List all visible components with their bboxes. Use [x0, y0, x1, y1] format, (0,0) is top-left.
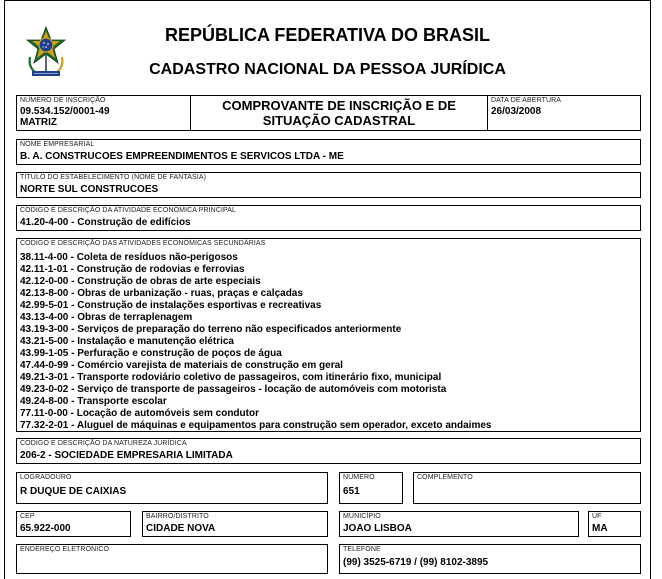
document-subtitle: CADASTRO NACIONAL DA PESSOA JURÍDICA — [149, 61, 506, 78]
numero-value: 651 — [343, 486, 360, 497]
email-label: ENDEREÇO ELETRÔNICO — [20, 546, 110, 553]
telefone-value: (99) 3525-6719 / (99) 8102-3895 — [343, 557, 489, 568]
comprovante-line1: COMPROVANTE DE INSCRIÇÃO E DE — [222, 98, 456, 113]
abertura-box — [487, 95, 641, 131]
logradouro-box — [16, 472, 328, 504]
atividades-secundarias-box — [16, 238, 641, 432]
atividade-principal-value: 41.20-4-00 - Construção de edifícios — [20, 217, 191, 228]
cep-label: CEP — [20, 513, 35, 520]
numero-box — [339, 472, 403, 504]
cep-box — [16, 511, 131, 537]
natureza-juridica-value: 206-2 - SOCIEDADE EMPRESARIA LIMITADA — [20, 450, 233, 461]
atividade-principal-box — [16, 205, 641, 231]
abertura-label: DATA DE ABERTURA — [491, 97, 562, 104]
comprovante-box — [190, 95, 488, 131]
bairro-label: BAIRRO/DISTRITO — [146, 513, 209, 520]
estabelecimento-tipo: MATRIZ — [20, 117, 58, 128]
municipio-value: JOAO LISBOA — [343, 523, 412, 534]
telefone-box — [339, 544, 641, 574]
natureza-juridica-label: CÓDIGO E DESCRIÇÃO DA NATUREZA JURÍDICA — [20, 440, 187, 447]
municipio-label: MUNICÍPIO — [343, 513, 381, 520]
inscricao-box — [16, 95, 191, 131]
nome-empresarial-label: NOME EMPRESARIAL — [20, 141, 95, 148]
municipio-box — [339, 511, 579, 537]
list-item: 42.13-8-00 - Obras de urbanização - ruas, praças e calçadas — [20, 288, 303, 299]
list-item: 49.21-3-01 - Transporte rodoviário coletivo de passageiros, com itinerário fixo, municipal — [20, 372, 442, 383]
atividades-secundarias-label: CÓDIGO E DESCRIÇÃO DAS ATIVIDADES ECONÔMICAS SECUNDÁRIAS — [20, 240, 266, 247]
telefone-label: TELEFONE — [343, 546, 381, 553]
list-item: 77.32-2-01 - Aluguel de máquinas e equipamentos para construção sem operador, exceto andaimes — [20, 420, 492, 431]
uf-label: UF — [592, 513, 602, 520]
list-item: 49.24-8-00 - Transporte escolar — [20, 396, 167, 407]
comprovante-line2: SITUAÇÃO CADASTRAL — [262, 113, 416, 128]
atividades-secundarias-list — [20, 252, 491, 432]
cnpj-value: 09.534.152/0001-49 — [20, 106, 110, 117]
cep-value: 65.922-000 — [20, 523, 71, 534]
abertura-value: 26/03/2008 — [491, 106, 542, 117]
list-item: 42.12-0-00 - Construção de obras de arte especiais — [20, 276, 261, 287]
numero-label: NÚMERO — [343, 474, 375, 481]
list-item: 49.23-0-02 - Serviço de transporte de passageiros - locação de automóveis com motorista — [20, 384, 447, 395]
logradouro-value: R DUQUE DE CAIXIAS — [20, 486, 127, 497]
list-item: 77.11-0-00 - Locação de automóveis sem condutor — [20, 408, 259, 419]
document-title: REPÚBLICA FEDERATIVA DO BRASIL — [164, 25, 490, 45]
titulo-value: NORTE SUL CONSTRUCOES — [20, 184, 159, 195]
list-item: 47.44-0-99 - Comércio varejista de materiais de construção em geral — [20, 360, 343, 371]
bairro-box — [142, 511, 328, 537]
cnpj-document — [4, 0, 651, 579]
list-item: 43.21-5-00 - Instalação e manutenção elétrica — [20, 336, 234, 347]
natureza-juridica-box — [16, 438, 641, 464]
email-box — [16, 544, 328, 574]
uf-box — [588, 511, 641, 537]
nome-empresarial-box — [16, 139, 641, 165]
list-item: 42.99-5-01 - Construção de instalações esportivas e recreativas — [20, 300, 322, 311]
titulo-box — [16, 172, 641, 198]
uf-value: MA — [592, 523, 608, 534]
list-item: 42.11-1-01 - Construção de rodovias e ferrovias — [20, 264, 245, 275]
nome-empresarial-value: B. A. CONSTRUCOES EMPREENDIMENTOS E SERVICOS LTDA - ME — [20, 151, 344, 162]
complemento-box — [413, 472, 641, 504]
complemento-label: COMPLEMENTO — [417, 474, 473, 481]
list-item: 43.19-3-00 - Serviços de preparação do terreno não especificados anteriormente — [20, 324, 402, 335]
bairro-value: CIDADE NOVA — [146, 523, 216, 534]
logradouro-label: LOGRADOURO — [20, 474, 72, 481]
atividade-principal-label: CÓDIGO E DESCRIÇÃO DA ATIVIDADE ECONÔMICA PRINCIPAL — [20, 207, 237, 214]
list-item: 38.11-4-00 - Coleta de resíduos não-perigosos — [20, 252, 238, 263]
list-item: 43.99-1-05 - Perfuração e construção de poços de água — [20, 348, 282, 359]
inscricao-label: NÚMERO DE INSCRIÇÃO — [20, 97, 106, 104]
list-item: 43.13-4-00 - Obras de terraplenagem — [20, 312, 193, 323]
titulo-label: TÍTULO DO ESTABELECIMENTO (NOME DE FANTASIA) — [20, 174, 207, 181]
